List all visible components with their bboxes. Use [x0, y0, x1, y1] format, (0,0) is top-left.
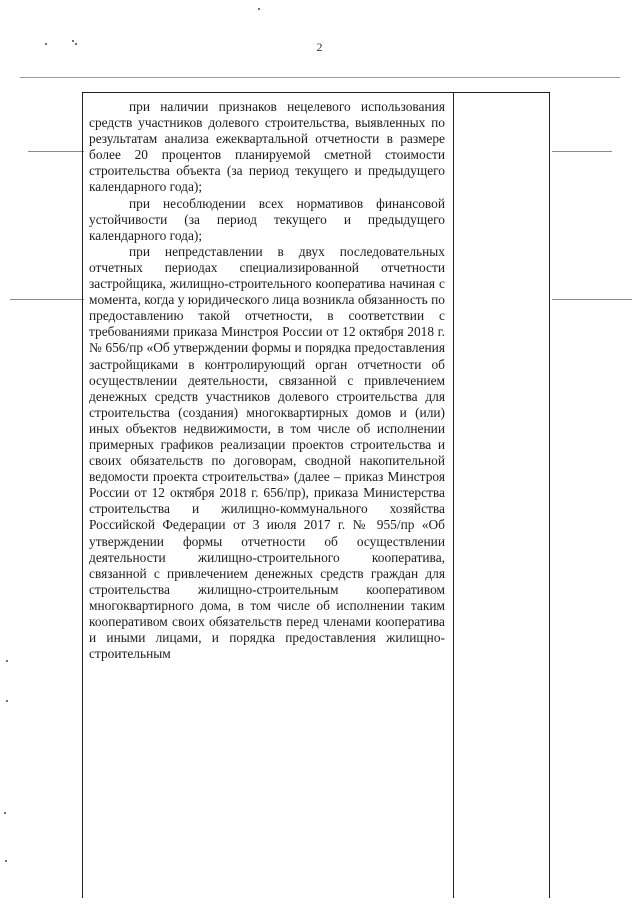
document-table [82, 92, 550, 898]
scan-speck [5, 860, 7, 862]
page-number: 2 [316, 40, 323, 54]
scan-line-top [20, 77, 620, 78]
table-text-cell [89, 99, 445, 662]
scan-line-middle-right [552, 299, 632, 300]
scan-line-upper-right [552, 151, 612, 152]
paragraph-reporting-failure: при непредставлении в двух последовательных отчетных периодах специализированной отчетности застройщика, жилищно-строительного кооператива начиная с момента, когда у юридического лица возникла обязанность по предоставлению такой отчетности, в соответствии с требованиями приказа Минстроя России от 12 октября 2018 г. № 656/пр «Об утверждении формы и порядка предоставления застройщиками в контролирующий орган отчетности об осуществлении деятельности, связанной с привлечением денежных средств участников долевого строительства для строительства (создания) многоквартирных домов и (или) иных объектов недвижимости, в том числе об исполнении примерных графиков реализации проектов строительства и своих обязательств по договорам, сводной накопительной ведомости проекта строительства» (далее – приказ Минстроя России от 12 октября 2018 г. 656/пр), приказа Министерства строительства и жилищно-коммунального хозяйства Российской Федерации от 3 июля 2017 г. № 955/пр «Об утверждении формы отчетности об осуществлении деятельности жилищно-строительного кооператива, связанной с привлечением денежных средств граждан для строительства жилищно-строительным кооперативом многоквартирного дома, в том числе об исполнении таким кооперативом своих обязательств перед членами кооператива и иными лицами, и порядка предоставления жилищно-строительным [89, 243, 445, 662]
scan-line-middle-left [10, 299, 84, 300]
scan-speck [6, 660, 8, 662]
scan-speck [4, 812, 6, 814]
scan-speck [258, 8, 260, 10]
column-divider [453, 93, 454, 898]
scan-speck [72, 40, 74, 42]
paragraph-misuse-of-funds: при наличии признаков нецелевого использования средств участников долевого строительства, выявленных по результатам анализа ежеквартальной отчетности в размере более 20 процентов планируемой сметной стоимости строительства объекта (за период текущего и предыдущего календарного года); [89, 99, 445, 195]
scan-speck [75, 43, 77, 45]
paragraph-financial-stability: при несоблюдении всех нормативов финансовой устойчивости (за период текущего и предыдущего календарного года); [89, 195, 445, 243]
scan-line-upper-left [28, 151, 84, 152]
scan-speck [6, 700, 8, 702]
scan-speck [45, 43, 47, 45]
